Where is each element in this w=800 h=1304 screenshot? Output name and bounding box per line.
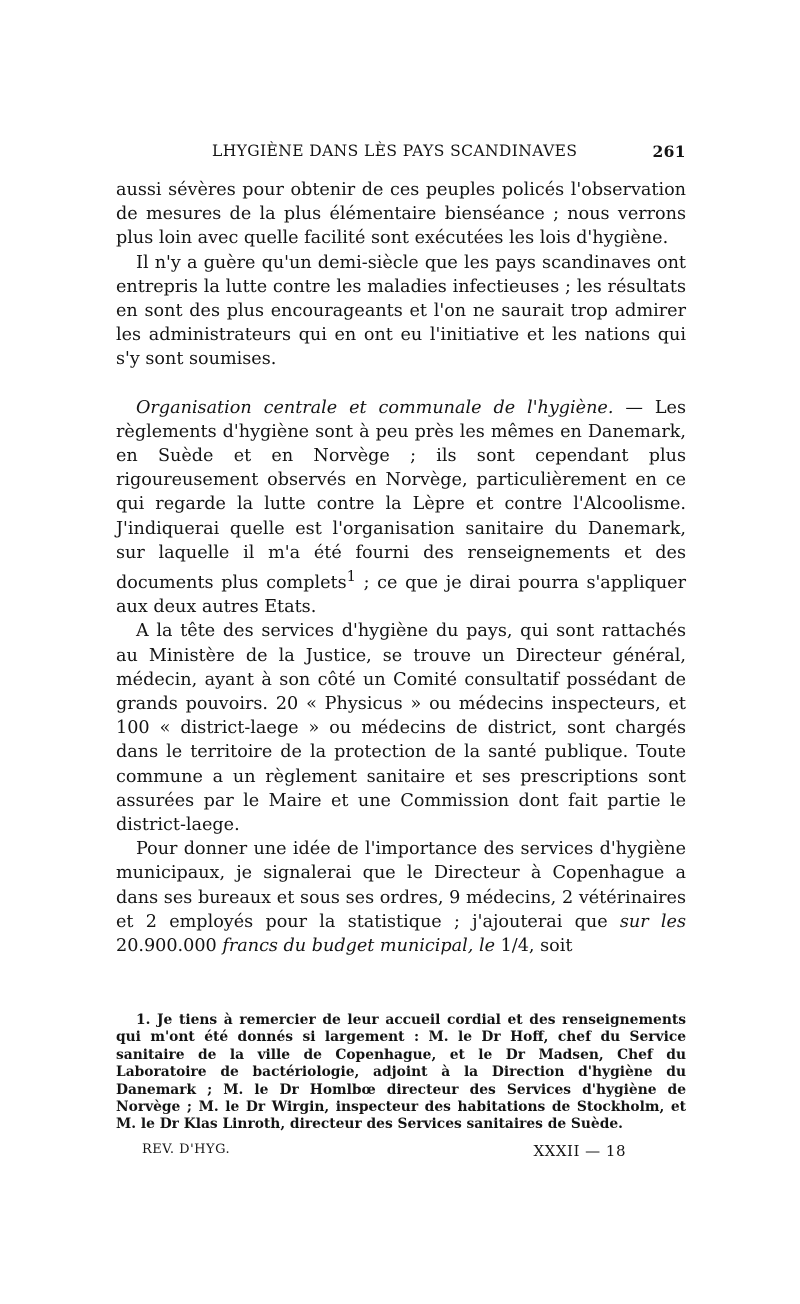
body-text <box>116 178 686 958</box>
sheet-mark: XXXII — 18 <box>533 1142 626 1160</box>
paragraph-text: 1/4, soit <box>494 935 573 956</box>
running-title: LHYGIÈNE DANS LÈS PAYS SCANDINAVES <box>212 142 578 160</box>
paragraph-text: Pour donner une idée de l'importance des services d'hygiène municipaux, je signalerai que le Directeur à Copenhague a dans ses bureaux et sous ses ordres, 9 médecins, 2 vétérinaires et 2 employés pour la statistique ; j'ajouterai que <box>116 839 686 932</box>
footnote: 1. Je tiens à remercier de leur accueil cordial et des renseignements qui m'ont été donnés si largement : M. le Dr Hoff, chef du Service sanitaire de la ville de Copenhague, et le Dr Madsen, Chef du Laboratoire de bactériologie, adjoint à la Direction d'hygiène du Danemark ; M. le Dr Homlbœ directeur des Services d'hygiène de Norvège ; M. le Dr Wirgin, inspecteur des habitations de Stockholm, et M. le Dr Klas Linroth, directeur des Services sanitaires de Suède. <box>116 1012 686 1133</box>
footnotes <box>116 1012 686 1134</box>
paragraph <box>116 396 686 620</box>
paragraph: aussi sévères pour obtenir de ces peuples policés l'observation de mesures de la plus élémentaire bienséance ; nous verrons plus loin avec quelle facilité sont exécutées les lois d'hygiène. <box>116 180 686 249</box>
paragraph: A la tête des services d'hygiène du pays, qui sont rattachés au Ministère de la Justice, se trouve un Directeur général, médecin, ayant à son côté un Comité consultatif possédant de grands pouvoirs. 20 « Physicus » ou médecins inspecteurs, et 100 « district-laege » ou médecins de district, sont chargés dans le territoire de la protection de la santé publique. Toute commune a un règlement sanitaire et ses prescriptions sont assurées par le Maire et une Commission dont fait partie le district-laege. <box>116 621 686 835</box>
running-head <box>116 142 686 164</box>
italic-text: sur les <box>619 911 686 932</box>
printer-signature <box>142 1142 626 1162</box>
journal-abbrev: REV. D'HYG. <box>142 1142 231 1157</box>
footnote-ref: 1 <box>346 568 356 586</box>
paragraph: Il n'y a guère qu'un demi-siècle que les pays scandinaves ont entrepris la lutte contre les maladies infectieuses ; les résultats en sont des plus encourageants et l'on ne saurait trop admirer les administrateurs qui en ont eu l'initiative et les nations qui s'y sont soumises. <box>116 252 686 370</box>
page-number: 261 <box>652 142 686 161</box>
italic-text: francs du budget municipal, le <box>222 935 495 956</box>
paragraph <box>116 837 686 958</box>
paragraph-text: 20.900.000 <box>116 935 223 956</box>
section-heading: Organisation centrale et communale de l'hygiène. <box>136 397 614 418</box>
paragraph-text: — Les règlements d'hygiène sont à peu près les mêmes en Danemark, en Suède et en Norvège ; ils sont cependant plus rigoureusement observés en Norvège, particulièrement en ce qui regarde la lutte contre la Lèpre et contre l'Alcoolisme. J'indiquerai quelle est l'organisation sanitaire du Danemark, sur laquelle il m'a été fourni des renseignements et des documents plus complets <box>116 397 687 593</box>
section-gap <box>116 372 686 396</box>
paragraph-text: ; ce que je dirai pourra s'appliquer aux deux autres Etats. <box>116 572 686 618</box>
